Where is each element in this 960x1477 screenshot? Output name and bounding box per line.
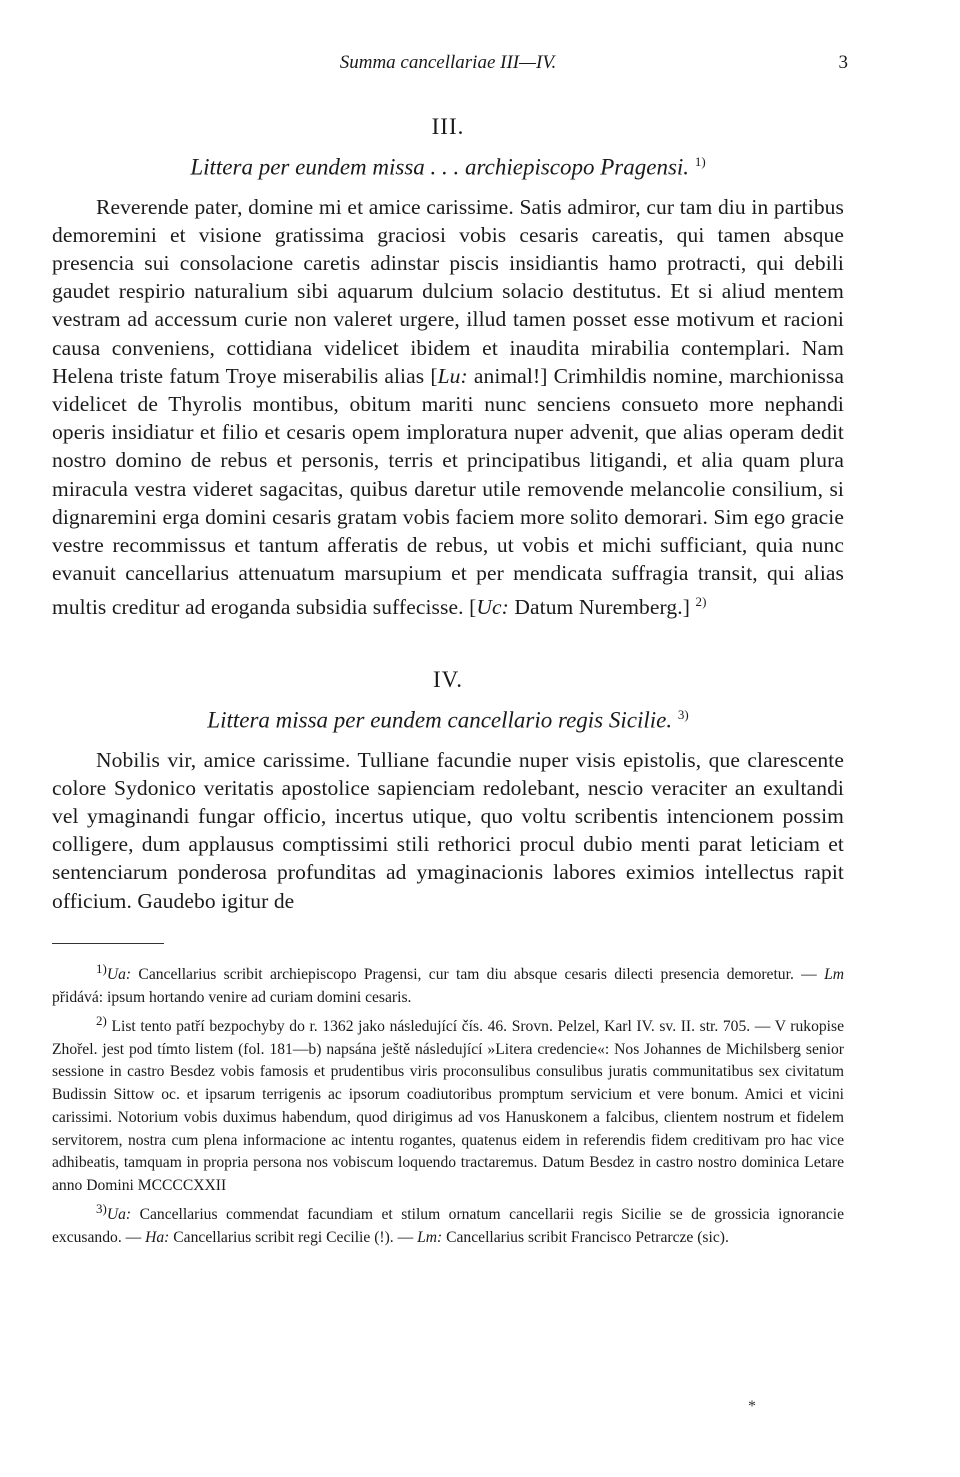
footnote (52, 958, 844, 1010)
footnotes (52, 958, 844, 1250)
letter-title-text: Littera per eundem missa . . . archiepiscopo Pragensi. (190, 154, 690, 180)
manuscript-siglum: Ua: (106, 1206, 132, 1224)
footnote-text: Cancellarius scribit archiepiscopo Pragensi, cur tam diu absque cesaris dilecti presencia demoretur. — (131, 965, 825, 983)
footnote-divider (52, 943, 164, 944)
footnote-text: Cancellarius scribit regi Cecilie (!). — (169, 1229, 418, 1247)
document-page (52, 48, 848, 1250)
footnote-ref: 3) (677, 706, 689, 722)
letter-title-text: Littera missa per eundem cancellario regis Sicilie. (207, 707, 673, 733)
manuscript-siglum: Lu: (437, 363, 468, 388)
manuscript-siglum: Lm: (417, 1229, 443, 1247)
footnote-ref: 1) (694, 154, 706, 169)
running-title: Summa cancellariae III—IV. (339, 52, 557, 73)
letter-title (52, 707, 844, 734)
page-number: 3 (838, 52, 848, 73)
letter-section-4 (52, 667, 844, 915)
footnote-mark: 2) (96, 1012, 107, 1028)
footnote-mark: 1) (96, 960, 107, 976)
footnote-mark: 3) (96, 1201, 107, 1217)
letter-body (52, 193, 844, 621)
footnote (52, 1010, 844, 1199)
body-text-part: animal!] Crimhildis nomine, marchionissa videlicet de Thyrolis montibus, obitum mariti nunc senciens consueto more nephandi operis insidiatur et filio et cesaris opem imploratura nuper advenit, que alias operam dedit nostro domino de rebus et personis, terris et principatibus litigandi, et alia quam plura miracula vestra videret sagacitas, quibus daretur utile removende melancolie consilium, si dignaremini erga domini cesaris gratam vobis faciem more solito demorari. Sim ego gracie vestre recommissus et tantum afferatis de rebus, ut vobis et michi sufficiant, quia nunc evanuit cancellarius attenuatum marsupium et per mendicata suffragia transit, qui alias multis creditur ad eroganda subsidia suffecisse. [ (52, 363, 844, 619)
manuscript-siglum: Ua: (106, 965, 132, 983)
letter-body: Nobilis vir, amice carissime. Tulliane facundie nuper visis epistolis, que clarescente colore Sydonico veritatis apostolice sapienciam redolebant, nescio veraciter an exultandi vel ymaginandi fungar officio, incertus utique, quo voltu scribentis intencionem possim colligere, dum applausus comptissimi stili rethorici procul dubio menti parat leticiam et sentenciarum ponderosa profunditas ad ymaginacionis labores eximios intellectus rapit officium. Gaudebo igitur de (52, 747, 844, 913)
section-numeral: III. (431, 114, 465, 139)
signature-mark: * (748, 1398, 756, 1415)
page-header (52, 48, 848, 80)
manuscript-siglum: Uc: (476, 594, 509, 619)
footnote-text: Cancellarius scribit Francisco Petrarcze (sic). (442, 1229, 729, 1247)
footnote (52, 1198, 844, 1250)
footnote-ref: 2) (695, 593, 707, 609)
letter-title (52, 154, 844, 181)
section-numeral: IV. (432, 666, 464, 692)
body-text-part: Datum Nuremberg.] (508, 594, 696, 619)
footnote-text: Cancellarius commendat facundiam et stilum ornatum cancellarii regis Sicilie se de grossicia ignorancie excusando. — (52, 1206, 844, 1247)
body-text-part: Reverende pater, domine mi et amice carissime. Satis admiror, cur tam diu in partibus demoremini et visione gratissima graciosi vobis cesaris careatis, qui tamen absque presencia sui consolacione caretis adinstar piscis insidiantis hamo protracti, qui debili gaudet respirio naturalium sibi aquarum dulcium solacio destitutus. Et si aliud mentem vestram ad accessum curie non valeret urgere, illud tamen posset esse motivum et racioni causa conveniens, cottidiana videlicet ibidem et inaudita mirabilia contemplari. Nam Helena triste fatum Troye miserabilis alias [ (52, 194, 844, 388)
letter-section-3 (52, 114, 844, 621)
footnote-text: přidává: ipsum hortando venire ad curiam domini cesaris. (52, 988, 412, 1006)
manuscript-siglum: Lm (824, 965, 844, 983)
manuscript-siglum: Ha: (145, 1229, 170, 1247)
footnote-text: List tento patří bezpochyby do r. 1362 jako následující čís. 46. Srovn. Pelzel, Karl IV. sv. II. str. 705. — V rukopise Zhořel. jest pod tímto listem (fol. 181—b) napsána ještě následující »Litera credencie«: Nos Johannes de Michilsberg senior sessione in castro Besdez vobis famosis et prudentibus viris proconsulibus consulibus juratis communitatibus sex civitatum Budissin Sittow oc. et ipsarum terrigenis ac ipsorum coadiutoribus promptum servicium et vere bonum. Amici et vicini carissimi. Notorium vobis duximus habendum, quod dirigimus ad vos Hanuskonem a falcibus, clientem nostrum et fidelem servitorem, nostra cum plena informacione ac intentu rogantes, quatenus eidem in referendis fidem creditivam pro hac vice adhibeatis, tamquam in propria persona nos vobiscum loquendo tractaremus. Datum Besdez in castro nostro dominica Letare anno Domini MCCCCXXII (52, 1017, 844, 1195)
